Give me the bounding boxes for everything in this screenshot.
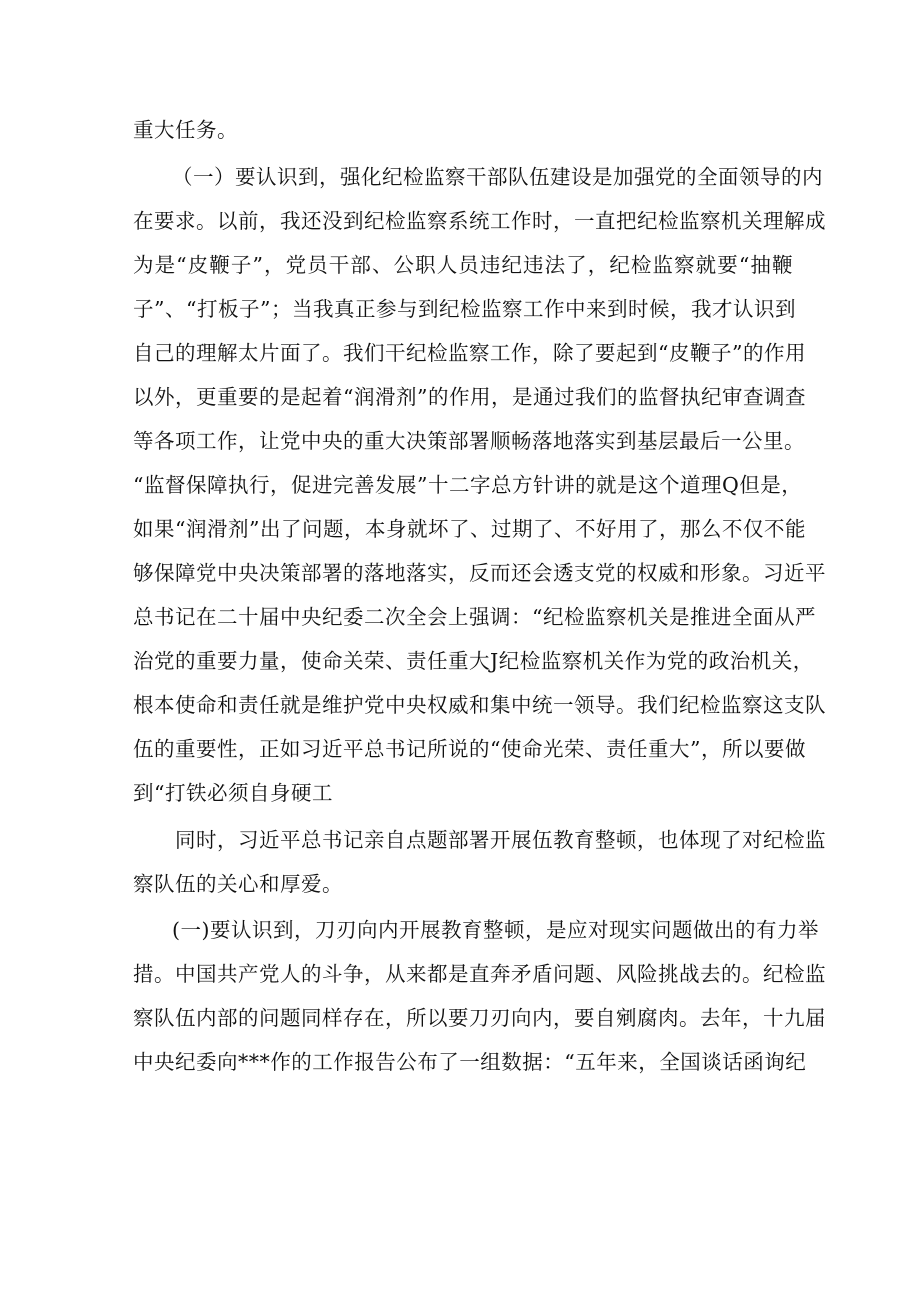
text-line: 中央纪委向***作的工作报告公布了一组数据：“五年来，全国谈话函询纪 [133,1050,807,1074]
text-line: (一)要认识到，刀刃向内开展教育整顿，是应对现实问题做出的有力举 [172,918,819,942]
text-line: 以外，更重要的是起着“润滑剂”的作用，是通过我们的监督执纪审查调查 [133,385,806,409]
text-line: 总书记在二十届中央纪委二次全会上强调：“纪检监察机关是推进全面从严 [133,605,816,629]
text-line: 同时，习近平总书记亲自点题部署开展伍教育整顿，也体现了对纪检监 [175,828,826,852]
text-line: 治党的重要力量，使命关荣、责任重大J纪检监察机关作为党的政治机关， [133,649,814,673]
text-line: 为是“皮鞭子”，党员干部、公职人员违纪违法了，纪检监察就要“抽鞭 [133,253,793,277]
text-line: 措。中国共产党人的斗争，从来都是直奔矛盾问题、风险挑战去的。纪检监 [133,962,826,986]
text-line: 到“打铁必须自身硬工 [133,781,333,805]
text-line: 子”、“打板子”；当我真正参与到纪检监察工作中来到时候，我才认识到 [133,297,796,321]
text-line: （一）要认识到，强化纪检监察干部队伍建设是加强党的全面领导的内 [172,165,823,189]
text-line: 重大任务。 [133,118,238,142]
text-line: 察队伍的关心和厚爱。 [133,872,343,896]
text-line: 够保障党中央决策部署的落地落实，反而还会透支党的权威和形象。习近平 [133,561,826,585]
text-line: 自己的理解太片面了。我们干纪检监察工作，除了要起到“皮鞭子”的作用 [133,341,806,365]
text-line: 在要求。以前，我还没到纪检监察系统工作时，一直把纪检监察机关理解成 [133,209,826,233]
text-line: 伍的重要性，正如习近平总书记所说的“使命光荣、责任重大”，所以要做 [133,737,806,761]
text-line: 等各项工作，让党中央的重大决策部署顺畅落地落实到基层最后一公里。 [133,429,805,453]
text-line: “监督保障执行，促进完善发展”十二字总方针讲的就是这个道理Q但是， [133,473,803,497]
text-line: 根本使命和责任就是维护党中央权威和集中统一领导。我们纪检监察这支队 [133,693,826,717]
text-line: 如果“润滑剂”出了问题，本身就坏了、过期了、不好用了，那么不仅不能 [133,517,806,541]
text-line: 察队伍内部的问题同样存在，所以要刀刃向内，要自剜腐肉。去年，十九届 [133,1006,826,1030]
